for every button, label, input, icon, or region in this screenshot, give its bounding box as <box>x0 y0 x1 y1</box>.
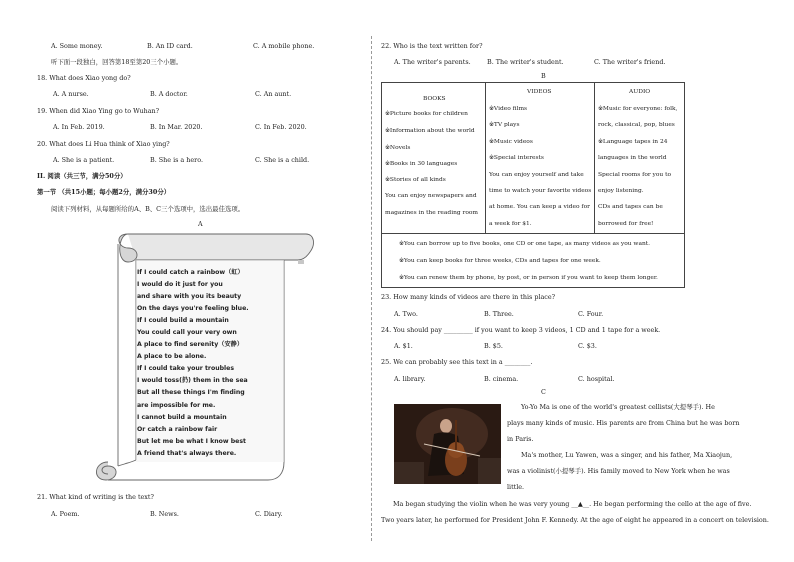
books-line: ※Stories of all kinds <box>385 177 446 183</box>
audio-heading: AUDIO <box>629 89 651 95</box>
audio-line: CDs and tapes can be <box>598 204 663 210</box>
q19-option-b[interactable]: B. In Mar. 2020. <box>150 123 203 131</box>
q24-option-c[interactable]: C. $3. <box>578 342 597 350</box>
videos-line: time to watch your favorite videos <box>489 188 592 194</box>
poem-line: A place to find serenity（安静） <box>137 341 244 349</box>
q24-option-a[interactable]: A. $1. <box>394 342 413 350</box>
borrowing-rules-cell <box>382 234 685 288</box>
audio-line: languages in the world <box>598 155 667 161</box>
poem-line: are impossible for me. <box>137 401 216 409</box>
q25-option-b[interactable]: B. cinema. <box>484 375 519 383</box>
q19-option-a[interactable]: A. In Feb. 2019. <box>53 123 105 131</box>
poem-line: On the days you're feeling blue. <box>137 305 249 313</box>
books-cell <box>382 83 486 234</box>
q25-option-a[interactable]: A. library. <box>394 375 426 383</box>
section-title: II. 阅读（共三节，满分50分） <box>37 172 127 180</box>
q22-option-c[interactable]: C. The writer's friend. <box>594 58 666 66</box>
books-line: magazines in the reading room <box>385 210 479 216</box>
q23-option-c[interactable]: C. Four. <box>578 310 604 318</box>
q20-stem: 20. What does Li Hua think of Xiao ying? <box>37 140 170 148</box>
audio-line: borrowed for free! <box>598 221 654 227</box>
q20-option-c[interactable]: C. She is a child. <box>255 156 310 164</box>
q22-option-a[interactable]: A. The writer's parents. <box>394 58 471 66</box>
q24-option-b[interactable]: B. $5. <box>484 342 503 350</box>
q20-option-a[interactable]: A. She is a patient. <box>53 156 115 164</box>
q17-option-a[interactable]: A. Some money. <box>51 42 103 50</box>
column-divider <box>371 36 372 541</box>
videos-line: ※TV plays <box>489 122 520 128</box>
books-line: ※Information about the world <box>385 128 475 134</box>
poem-scroll <box>88 230 316 485</box>
audio-line: rock, classical, pop, blues <box>598 122 675 128</box>
cellist-illustration <box>394 404 501 484</box>
q20-option-b[interactable]: B. She is a hero. <box>150 156 203 164</box>
videos-line: You can enjoy yourself and take <box>489 172 584 178</box>
passage-c-line: Ma's mother, Lu Yawen, was a singer, and his father, Ma Xiaojun, <box>521 451 733 459</box>
q18-option-a[interactable]: A. A nurse. <box>53 90 89 98</box>
q17-option-b[interactable]: B. An ID card. <box>147 42 193 50</box>
q17-option-c[interactable]: C. A mobile phone. <box>253 42 315 50</box>
passage-c-line: Yo-Yo Ma is one of the world's greatest cellists(大提琴手). He <box>521 403 715 411</box>
passage-b-label: B <box>541 72 546 80</box>
part1-title: 第一节 （共15小题；每小题2分，满分30分） <box>37 188 171 196</box>
q25-option-c[interactable]: C. hospital. <box>578 375 615 383</box>
passage-a-label: A <box>198 220 203 228</box>
books-line: ※Books in 30 languages <box>385 161 458 167</box>
audio-line: ※Music for everyone: folk, <box>598 106 678 112</box>
left-column <box>0 0 372 562</box>
passage-c-line: in Paris. <box>507 435 534 443</box>
poem-line: I would do it just for you <box>137 281 223 289</box>
q23-stem: 23. How many kinds of videos are there in this place? <box>381 293 556 301</box>
poem-line: and share with you its beauty <box>137 293 242 301</box>
audio-cell <box>595 83 685 234</box>
poem-line: I cannot build a mountain <box>137 413 227 421</box>
poem-line: Or catch a rainbow fair <box>137 425 218 433</box>
videos-heading: VIDEOS <box>527 89 552 95</box>
rule-line: ※You can keep books for three weeks, CDs and tapes for one week. <box>399 258 601 264</box>
q21-option-b[interactable]: B. News. <box>150 510 179 518</box>
passage-c-full-line: Two years later, he performed for President John F. Kennedy. At the age of eight he appeared in a concert on television. <box>381 516 769 524</box>
q22-stem: 22. Who is the text written for? <box>381 42 483 50</box>
q21-option-c[interactable]: C. Diary. <box>255 510 283 518</box>
audio-line: enjoy listening. <box>598 188 644 194</box>
passage-c-line: plays many kinds of music. His parents are from China but he was born <box>507 419 740 427</box>
passage-c-line: was a violinist(小提琴手). His family moved to New York when he was <box>507 467 730 475</box>
poem-line: You could call your very own <box>137 329 237 337</box>
videos-line: a week for $1. <box>489 221 532 227</box>
books-line: ※Picture books for children <box>385 111 468 117</box>
poem-line: If I could catch a rainbow（虹） <box>137 269 244 276</box>
poem-text <box>137 267 249 460</box>
listen-instruction: 听下面一段独白，回答第18至第20三个小题。 <box>51 58 183 66</box>
q21-stem: 21. What kind of writing is the text? <box>37 493 154 501</box>
rule-line: ※You can renew them by phone, by post, or in person if you want to keep them longer. <box>399 275 658 281</box>
q22-option-b[interactable]: B. The writer's student. <box>487 58 564 66</box>
part1-instruction: 阅读下列材料，从每题所给的A、B、C三个选项中，选出最佳选项。 <box>51 205 245 213</box>
q24-stem: 24. You should pay _________ if you want to keep 3 videos, 1 CD and 1 tape for a week. <box>381 326 661 334</box>
q23-option-a[interactable]: A. Two. <box>394 310 418 318</box>
cellist-photo <box>394 404 501 484</box>
q19-stem: 19. When did Xiao Ying go to Wuhan? <box>37 107 160 115</box>
passage-c-full-line: Ma began studying the violin when he was very young __▲__. He began performing the cello at the age of five. <box>393 500 752 508</box>
books-heading: BOOKS <box>423 96 446 102</box>
videos-line: ※Special interests <box>489 155 544 161</box>
videos-cell <box>486 83 595 234</box>
q21-option-a[interactable]: A. Poem. <box>51 510 80 518</box>
poem-line: But let me be what I know best <box>137 437 247 445</box>
rule-line: ※You can borrow up to five books, one CD or one tape, as many videos as you want. <box>399 241 651 247</box>
q23-option-b[interactable]: B. Three. <box>484 310 514 318</box>
books-line: You can enjoy newspapers and <box>385 193 477 199</box>
videos-line: at home. You can keep a video for <box>489 204 590 210</box>
videos-line: ※Music videos <box>489 139 533 145</box>
poem-line: I would toss(扔) them in the sea <box>137 377 248 385</box>
poem-line: A friend that's always there. <box>137 449 237 457</box>
poem-line: A place to be alone. <box>137 353 207 361</box>
q25-stem: 25. We can probably see this text in a ________. <box>381 358 533 366</box>
audio-line: ※Language tapes in 24 <box>598 139 668 145</box>
passage-c-label: C <box>541 388 546 396</box>
poem-line: If I could build a mountain <box>137 317 229 325</box>
books-line: ※Novels <box>385 145 411 151</box>
q18-stem: 18. What does Xiao yong do? <box>37 74 131 82</box>
poem-line: If I could take your troubles <box>137 365 235 373</box>
passage-c-line: little. <box>507 483 525 491</box>
library-services-table <box>381 82 685 288</box>
poem-line: But all these things I'm finding <box>137 389 245 397</box>
q19-option-c[interactable]: C. In Feb. 2020. <box>255 123 307 131</box>
q18-option-b[interactable]: B. A doctor. <box>150 90 188 98</box>
audio-line: Special rooms for you to <box>598 172 672 178</box>
q18-option-c[interactable]: C. An aunt. <box>255 90 292 98</box>
videos-line: ※Video films <box>489 106 528 112</box>
